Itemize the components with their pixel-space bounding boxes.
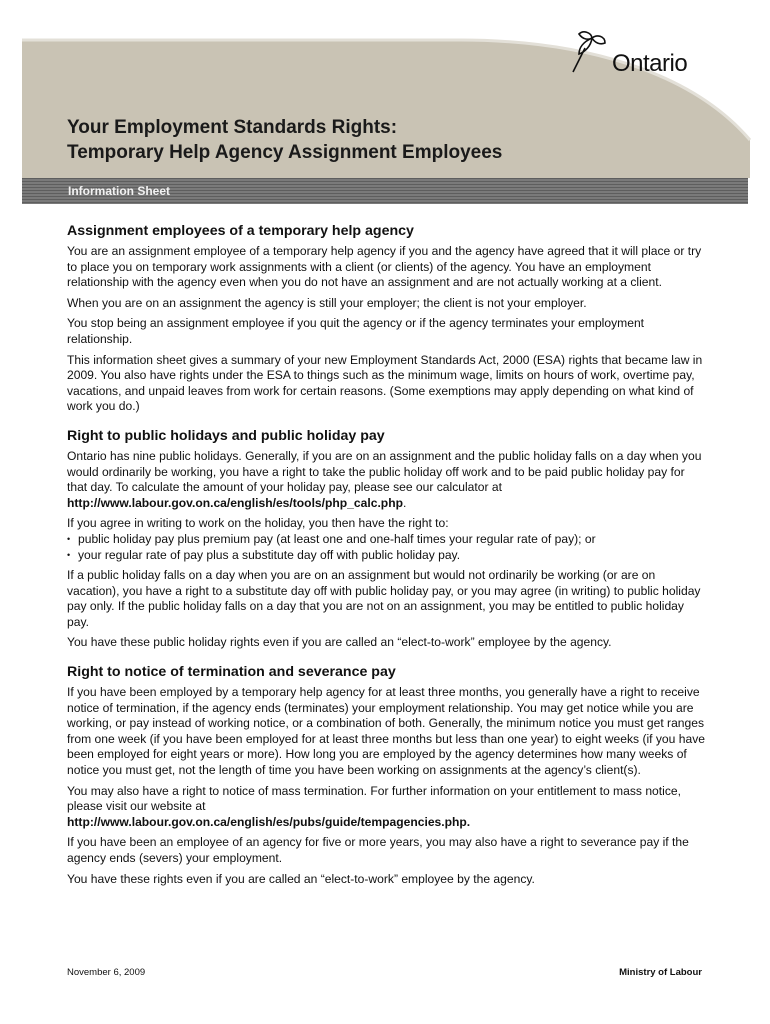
page-title	[67, 115, 667, 165]
paragraph: Ontario has nine public holidays. Generally, if you are on an assignment and the public holiday falls on a day when you would ordinarily be working, you have a right to take the public holiday off work and to be paid public holiday pay for that day. To calculate the amount of your holiday pay, please see our calculator at http://www.labour.gov.on.ca/english/es/tools/php_calc.php.	[67, 448, 702, 510]
paragraph: You stop being an assignment employee if you quit the agency or if the agency terminates your employment relationship.	[67, 316, 645, 346]
title-line-1: Your Employment Standards Rights:	[67, 117, 398, 138]
title-line-2: Temporary Help Agency Assignment Employees	[67, 142, 503, 163]
paragraph: You are an assignment employee of a temporary help agency if you and the agency have agreed that it will place or try to place you on temporary work assignments with a client (or clients) of the agency. You have an employment relationship with the agency even when you do not have an assignment and are not actually working at a client.	[67, 244, 702, 290]
paragraph-text: Ontario has nine public holidays. Generally, if you are on an assignment and the public holiday falls on a day when you would ordinarily be working, you have a right to take the public holiday off work and to be paid public holiday pay for that day. To calculate the amount of your holiday pay, please see our calculator at	[67, 448, 702, 495]
footer-date: November 6, 2009	[67, 967, 146, 978]
paragraph	[67, 784, 707, 831]
paragraph: If you have been employed by a temporary help agency for at least three months, you generally have a right to receive notice of termination, if the agency ends (terminates) your employment relationship. You may get notice while you are working, or pay instead of working notice, or a combination of both. Generally, the minimum notice you must get ranges from one week (if you have been employed for at least three months but less than one year) to eight weeks (if you have been employed for eight years or more). How long you are employed by the agency determines how many weeks of notice you must get, not the length of time you have been working on assignments at the agency’s client(s).	[67, 685, 705, 778]
footer-ministry: Ministry of Labour	[619, 967, 702, 978]
temp-agencies-guide-link[interactable]: http://www.labour.gov.on.ca/english/es/pubs/guide/tempagencies.php.	[67, 814, 471, 829]
php-calculator-link[interactable]: http://www.labour.gov.on.ca/english/es/tools/php_calc.php	[67, 495, 403, 510]
section-termination-severance	[67, 663, 707, 887]
paragraph: If you have been an employee of an agency for five or more years, you may also have a right to severance pay if the agency ends (severs) your employment.	[67, 835, 689, 865]
paragraph: If you agree in writing to work on the holiday, you then have the right to:	[67, 516, 449, 531]
section-heading: Right to notice of termination and severance pay	[67, 664, 396, 681]
paragraph-text: You may also have a right to notice of mass termination. For further information on your entitlement to mass notice, please visit our website at	[67, 783, 681, 814]
bullet-list	[67, 532, 707, 563]
paragraph: If a public holiday falls on a day when you are on an assignment but would not ordinarily be working (or are on vacation), you have a right to a substitute day off with public holiday pay, or you may agree (in writing) to public holiday pay only. If the public holiday falls on a day that you are not on an assignment, you may be entitled to public holiday pay.	[67, 568, 701, 629]
section-public-holidays	[67, 427, 707, 651]
section-assignment-employees	[67, 222, 707, 415]
list-item: • public holiday pay plus premium pay (at least one and one-half times your regular rate of pay); or	[67, 532, 707, 548]
section-heading: Assignment employees of a temporary help agency	[67, 223, 414, 239]
info-sheet-label: Information Sheet	[68, 184, 171, 198]
list-item: • your regular rate of pay plus a substitute day off with public holiday pay.	[67, 548, 707, 564]
ontario-logo-text: Ontario	[612, 50, 688, 77]
main-content	[67, 222, 707, 899]
paragraph: When you are on an assignment the agency is still your employer; the client is not your employer.	[67, 295, 587, 310]
section-heading: Right to public holidays and public holiday pay	[67, 427, 385, 444]
paragraph: You have these rights even if you are called an “elect-to-work” employee by the agency.	[67, 871, 535, 886]
paragraph: This information sheet gives a summary of your new Employment Standards Act, 2000 (ESA) rights that became law in 2009. You also have rights under the ESA to things such as the minimum wage, limits on hours of work, overtime pay, vacations, and unpaid leaves from work for certain reasons. (Some exemptions may apply depending on what kind of work you do.)	[67, 352, 703, 414]
paragraph: You have these public holiday rights even if you are called an “elect-to-work” employee by the agency.	[67, 635, 612, 650]
